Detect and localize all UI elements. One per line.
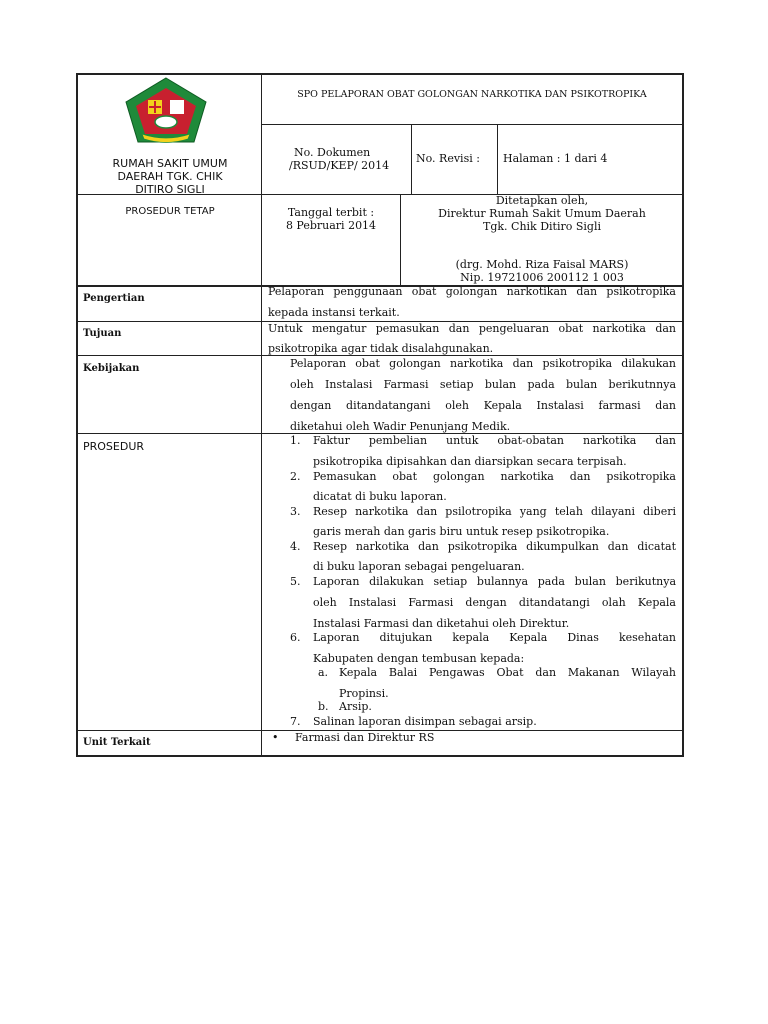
issue-date: 8 Pebruari 2014 xyxy=(285,219,377,232)
pengertian-line-2: kepada instansi terkait. xyxy=(268,306,400,319)
table-border-left xyxy=(76,73,78,757)
document-title: SPO PELAPORAN OBAT GOLONGAN NARKOTIKA DAN PSIKOTROPIKA xyxy=(297,89,647,100)
revision-label: No. Revisi : xyxy=(416,152,480,165)
prosedur-item-1-line-1: Faktur pembelian untuk obat-obatan narkotika dan xyxy=(313,434,676,447)
prosedur-item-6-num: 6. xyxy=(290,631,301,644)
hospital-name-line-2: DAERAH TGK. CHIK xyxy=(117,170,223,183)
unit-terkait-bullet: • xyxy=(272,731,279,744)
tujuan-label: Tujuan xyxy=(83,328,122,339)
prosedur-item-5-line-2: oleh Instalasi Farmasi dengan ditandatangi olah Kepala xyxy=(313,596,676,609)
prosedur-item-3-num: 3. xyxy=(290,505,301,518)
prosedur-sub-a-line-1: Kepala Balai Pengawas Obat dan Makanan Wilayah xyxy=(339,666,676,679)
prosedur-item-7-line-1: Salinan laporan disimpan sebagai arsip. xyxy=(313,715,537,728)
prosedur-item-3-line-2: garis merah dan garis biru untuk resep psikotropika. xyxy=(313,525,610,538)
approved-by-line-2: Direktur Rumah Sakit Umum Daerah xyxy=(438,207,646,220)
kebijakan-label: Kebijakan xyxy=(83,363,140,374)
prosedur-item-2-line-2: dicatat di buku laporan. xyxy=(313,490,447,503)
docno-divider xyxy=(411,124,412,194)
header-divider xyxy=(261,73,262,285)
pengertian-line-1: Pelaporan penggunaan obat golongan narkotikan dan psikotropika xyxy=(268,285,676,298)
prosedur-item-4-num: 4. xyxy=(290,540,301,553)
table-border-right xyxy=(682,73,684,757)
hospital-name-line-3: DITIRO SIGLI xyxy=(135,183,205,196)
prosedur-sub-a-num: a. xyxy=(318,666,329,679)
prosedur-item-5-line-3: Instalasi Farmasi dan diketahui oleh Direktur. xyxy=(313,617,570,630)
tujuan-line-1: Untuk mengatur pemasukan dan pengeluaran obat narkotika dan xyxy=(268,322,676,335)
logo-emblem xyxy=(155,116,177,128)
hospital-logo xyxy=(122,76,210,146)
issue-label: Tanggal terbit : xyxy=(287,206,375,219)
prosedur-item-6-line-2: Kabupaten dengan tembusan kepada: xyxy=(313,652,525,665)
revisi-divider xyxy=(497,124,498,194)
pengertian-label: Pengertian xyxy=(83,293,145,304)
page-label: Halaman : 1 dari 4 xyxy=(503,152,608,165)
doc-no-label: No. Dokumen xyxy=(294,146,371,159)
prosedur-item-5-line-1: Laporan dilakukan setiap bulannya pada bulan berikutnya xyxy=(313,575,676,588)
unit-terkait-label: Unit Terkait xyxy=(83,737,151,748)
prosedur-sub-a-line-2: Propinsi. xyxy=(339,687,389,700)
prosedur-item-6-line-1: Laporan ditujukan kepala Kepala Dinas kesehatan xyxy=(313,631,676,644)
prosedur-item-5-num: 5. xyxy=(290,575,301,588)
logo-right-panel xyxy=(170,100,184,114)
hospital-name-line-1: RUMAH SAKIT UMUM xyxy=(112,157,228,170)
table-border-top xyxy=(76,73,684,75)
approved-by-line-1: Ditetapkan oleh, xyxy=(495,194,589,207)
title-bottom-line xyxy=(261,124,684,125)
kebijakan-line-2: oleh Instalasi Farmasi setiap bulan pada bulan berikutnnya xyxy=(290,378,676,391)
signer-nip: Nip. 19721006 200112 1 003 xyxy=(460,271,624,284)
prosedur-item-7-num: 7. xyxy=(290,715,301,728)
prosedur-item-1-line-2: psikotropika dipisahkan dan diarsipkan secara terpisah. xyxy=(313,455,627,468)
prosedur-sub-b-line-1: Arsip. xyxy=(339,700,372,713)
unit-terkait-value: Farmasi dan Direktur RS xyxy=(295,731,435,744)
prosedur-item-3-line-1: Resep narkotika dan psilotropika yang telah dilayani diberi xyxy=(313,505,676,518)
prosedur-item-4-line-2: di buku laporan sebagai pengeluaran. xyxy=(313,560,525,573)
prosedur-item-4-line-1: Resep narkotika dan psikotropika dikumpulkan dan dicatat xyxy=(313,540,676,553)
doc-no-value: /RSUD/KEP/ 2014 xyxy=(289,159,390,172)
approved-by-line-3: Tgk. Chik Ditiro Sigli xyxy=(482,220,601,233)
tujuan-line-2: psikotropika agar tidak disalahgunakan. xyxy=(268,342,494,355)
prosedur-item-2-line-1: Pemasukan obat golongan narkotika dan psikotropika xyxy=(313,470,676,483)
procedure-type: PROSEDUR TETAP xyxy=(125,206,215,217)
kebijakan-line-1: Pelaporan obat golongan narkotika dan psikotropika dilakukan xyxy=(290,357,676,370)
signer-name: (drg. Mohd. Riza Faisal MARS) xyxy=(455,258,629,271)
prosedur-sub-b-num: b. xyxy=(318,700,329,713)
kebijakan-line-3: dengan ditandatangani oleh Kepala Instalasi farmasi dan xyxy=(290,399,676,412)
prosedur-label: PROSEDUR xyxy=(83,440,145,453)
prosedur-item-1-num: 1. xyxy=(290,434,301,447)
prosedur-item-2-num: 2. xyxy=(290,470,301,483)
table-border-bottom xyxy=(76,755,684,757)
kebijakan-line-4: diketahui oleh Wadir Penunjang Medik. xyxy=(290,420,511,433)
